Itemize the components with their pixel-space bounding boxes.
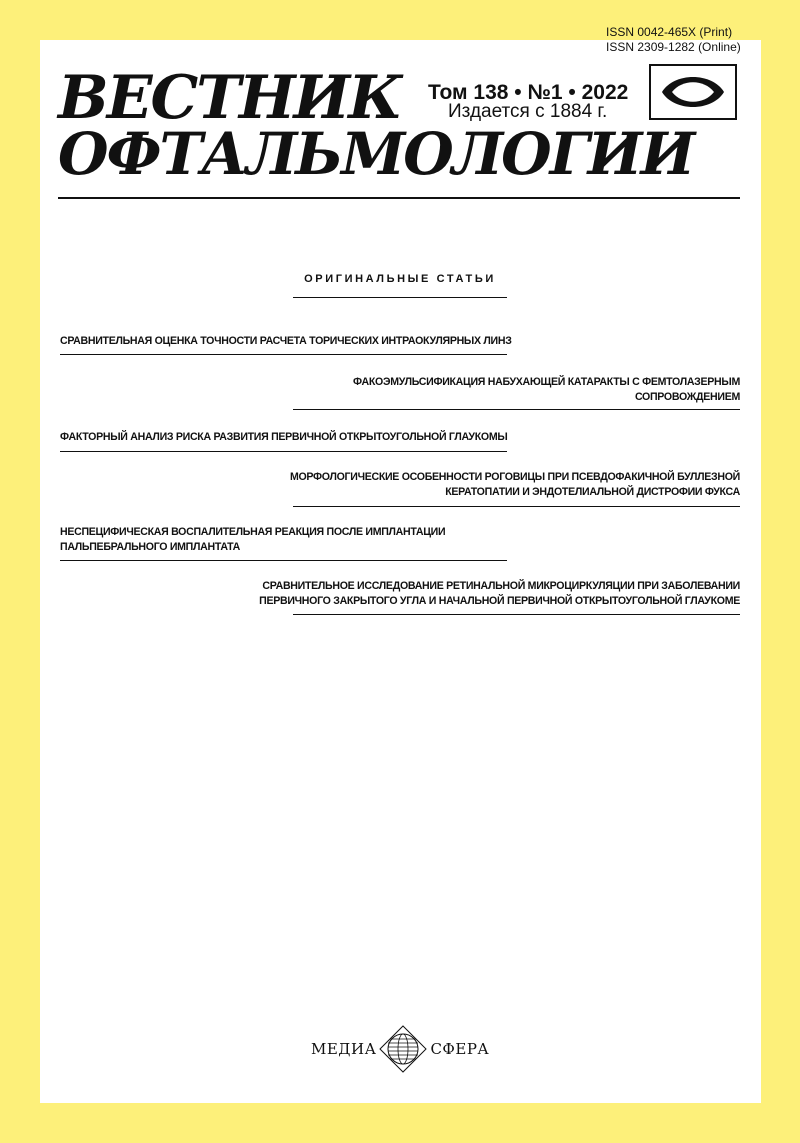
- issn-block: [606, 25, 741, 55]
- article-rule: [60, 354, 507, 355]
- cover-page: [40, 40, 761, 1103]
- article-title-line: ФАКОЭМУЛЬСИФИКАЦИЯ НАБУХАЮЩЕЙ КАТАРАКТЫ С ФЕМТОЛАЗЕРНЫМ: [353, 376, 740, 388]
- published-since: Издается с 1884 г.: [448, 101, 608, 122]
- publisher-name-left: МЕДИА: [311, 1040, 377, 1058]
- article-title: [60, 430, 507, 445]
- section-rule: [293, 297, 507, 298]
- section-heading: ОРИГИНАЛЬНЫЕ СТАТЬИ: [304, 273, 496, 285]
- article-rule: [293, 409, 740, 410]
- article-rule: [60, 451, 507, 452]
- article-title: [259, 579, 740, 609]
- issue-info: Том 138 • №1 • 2022: [428, 81, 629, 104]
- publisher-name-right: СФЕРА: [430, 1040, 490, 1058]
- journal-title-line1: ВЕСТНИК: [58, 63, 401, 133]
- article-title-line: ПАЛЬПЕБРАЛЬНОГО ИМПЛАНТАТА: [60, 541, 241, 553]
- article-title-line: СРАВНИТЕЛЬНОЕ ИССЛЕДОВАНИЕ РЕТИНАЛЬНОЙ МИКРОЦИРКУЛЯЦИИ ПРИ ЗАБОЛЕВАНИИ: [262, 580, 740, 592]
- article-title: [60, 525, 445, 555]
- article-title-line: МОРФОЛОГИЧЕСКИЕ ОСОБЕННОСТИ РОГОВИЦЫ ПРИ ПСЕВДОФАКИЧНОЙ БУЛЛЕЗНОЙ: [289, 471, 740, 483]
- article-title-line: ПЕРВИЧНОГО ЗАКРЫТОГО УГЛА И НАЧАЛЬНОЙ ПЕРВИЧНОЙ ОТКРЫТОУГОЛЬНОЙ ГЛАУКОМЕ: [259, 595, 740, 607]
- publisher-logo: [311, 1024, 489, 1074]
- article-title-line: СОПРОВОЖДЕНИЕМ: [634, 391, 740, 403]
- article-title: [290, 470, 740, 500]
- journal-title-line2: ОФТАЛЬМОЛОГИИ: [58, 120, 694, 188]
- article-title: [60, 334, 512, 349]
- issn-print: ISSN 0042-465X (Print): [606, 25, 733, 39]
- eye-icon: [658, 70, 728, 114]
- article-title-line: НЕСПЕЦИФИЧЕСКАЯ ВОСПАЛИТЕЛЬНАЯ РЕАКЦИЯ ПОСЛЕ ИМПЛАНТАЦИИ: [60, 526, 446, 538]
- article-title: [353, 375, 740, 405]
- article-rule: [60, 560, 507, 561]
- issn-online: ISSN 2309-1282 (Online): [606, 40, 741, 54]
- article-title-line: ФАКТОРНЫЙ АНАЛИЗ РИСКА РАЗВИТИЯ ПЕРВИЧНОЙ ОТКРЫТОУГОЛЬНОЙ ГЛАУКОМЫ: [60, 431, 508, 443]
- article-rule: [293, 506, 740, 507]
- article-title-line: КЕРАТОПАТИИ И ЭНДОТЕЛИАЛЬНОЙ ДИСТРОФИИ ФУКСА: [445, 486, 740, 498]
- journal-logo: [649, 64, 737, 120]
- article-rule: [293, 614, 740, 615]
- article-title-line: СРАВНИТЕЛЬНАЯ ОЦЕНКА ТОЧНОСТИ РАСЧЕТА ТОРИЧЕСКИХ ИНТРАОКУЛЯРНЫХ ЛИНЗ: [60, 335, 512, 347]
- globe-icon: [378, 1024, 428, 1074]
- header-rule: [58, 197, 740, 199]
